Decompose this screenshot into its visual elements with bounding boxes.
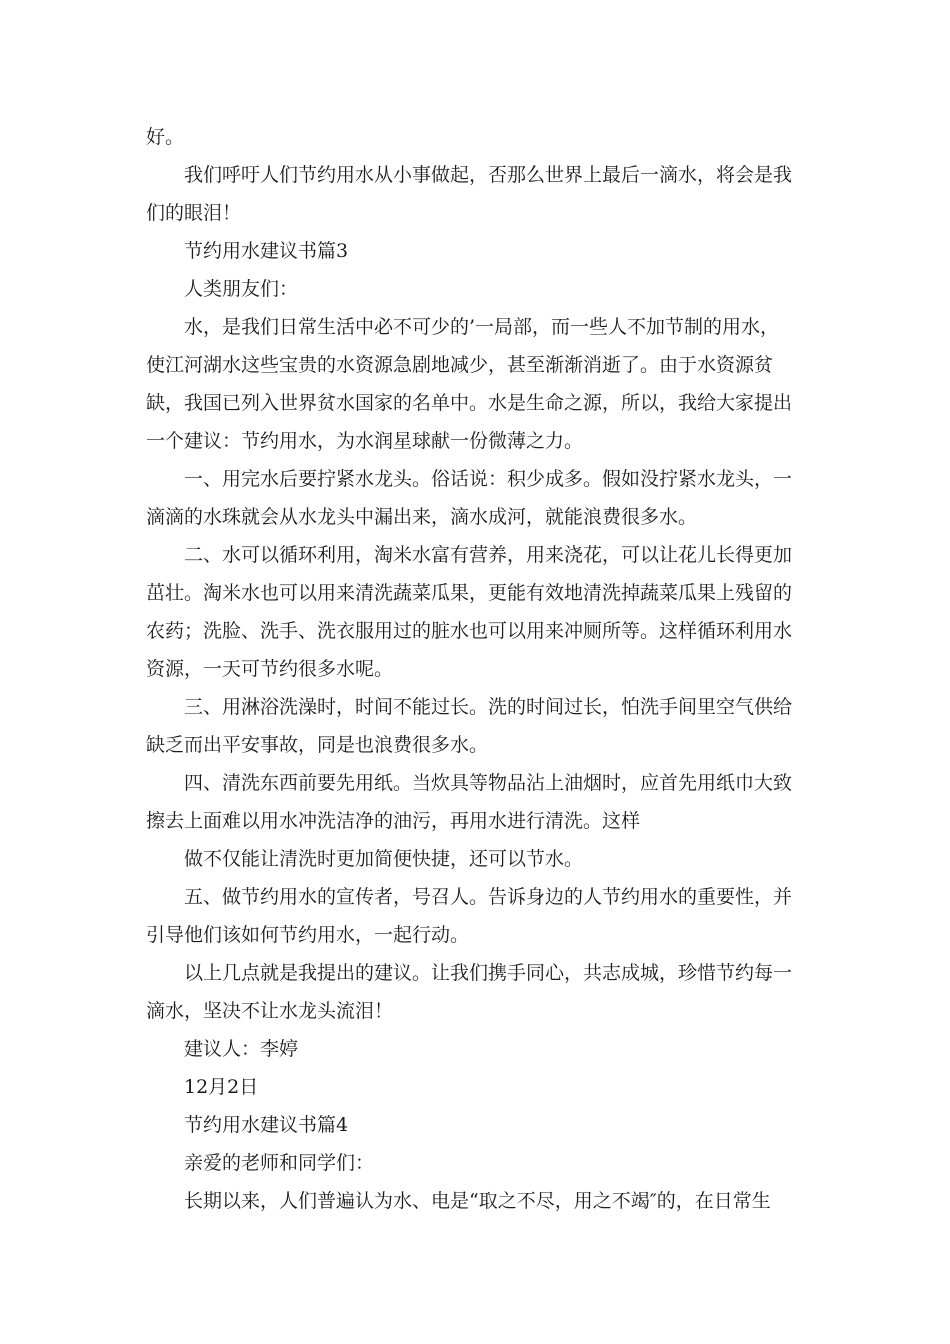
text-line: 五、做节约用水的宣传者，号召人。告诉身边的人节约用水的重要性，并 bbox=[184, 886, 793, 908]
text-line: 一个建议：节约用水，为水润星球献一份微薄之力。 bbox=[146, 430, 584, 452]
text-line: 资源，一天可节约很多水呢。 bbox=[146, 658, 394, 680]
signature-line: 建议人：李婷 bbox=[184, 1038, 299, 1060]
text-line: 三、用淋浴洗澡时，时间不能过长。洗的时间过长，怕洗手间里空气供给 bbox=[184, 696, 793, 718]
text-line: 滴滴的水珠就会从水龙头中漏出来，滴水成河，就能浪费很多水。 bbox=[146, 506, 698, 528]
section-heading: 节约用水建议书篇4 bbox=[184, 1114, 349, 1136]
salutation: 人类朋友们： bbox=[184, 278, 299, 300]
text-line: 缺，我国已列入世界贫水国家的名单中。水是生命之源，所以，我给大家提出 bbox=[146, 392, 793, 414]
text-line: 以上几点就是我提出的建议。让我们携手同心，共志成城，珍惜节约每一 bbox=[184, 962, 793, 984]
text-line: 二、水可以循环利用，淘米水富有营养，用来浇花，可以让花儿长得更加 bbox=[184, 544, 793, 566]
date-line: 12月2日 bbox=[184, 1076, 259, 1098]
text-line: 使江河湖水这些宝贵的水资源急剧地减少，甚至渐渐消逝了。由于水资源贫 bbox=[146, 354, 774, 376]
text-line: 水，是我们日常生活中必不可少的’一局部，而一些人不加节制的用水， bbox=[184, 316, 780, 338]
text-line: 一、用完水后要拧紧水龙头。俗话说：积少成多。假如没拧紧水龙头，一 bbox=[184, 468, 793, 490]
text-line: 长期以来，人们普遍认为水、电是“取之不尽，用之不竭″的，在日常生 bbox=[184, 1190, 771, 1212]
text-line: 做不仅能让清洗时更加简便快捷，还可以节水。 bbox=[184, 848, 584, 870]
text-line: 农药；洗脸、洗手、洗衣服用过的脏水也可以用来冲厕所等。这样循环利用水 bbox=[146, 620, 793, 642]
section-heading: 节约用水建议书篇3 bbox=[184, 240, 349, 262]
text-line: 引导他们该如何节约用水，一起行动。 bbox=[146, 924, 470, 946]
text-line: 擦去上面难以用水冲洗洁净的油污，再用水进行清洗。这样 bbox=[146, 810, 641, 832]
text-line: 滴水，坚决不让水龙头流泪！ bbox=[146, 1000, 394, 1022]
text-line: 四、清洗东西前要先用纸。当炊具等物品沾上油烟时，应首先用纸巾大致 bbox=[184, 772, 793, 794]
text-line: 好。 bbox=[146, 126, 185, 148]
text-line: 茁壮。淘米水也可以用来清洗蔬菜瓜果，更能有效地清洗掉蔬菜瓜果上残留的 bbox=[146, 582, 793, 604]
text-line: 们的眼泪！ bbox=[146, 202, 242, 224]
text-line: 我们呼吁人们节约用水从小事做起，否那么世界上最后一滴水，将会是我 bbox=[184, 164, 793, 186]
salutation: 亲爱的老师和同学们： bbox=[184, 1152, 375, 1174]
text-line: 缺乏而出平安事故，同是也浪费很多水。 bbox=[146, 734, 489, 756]
